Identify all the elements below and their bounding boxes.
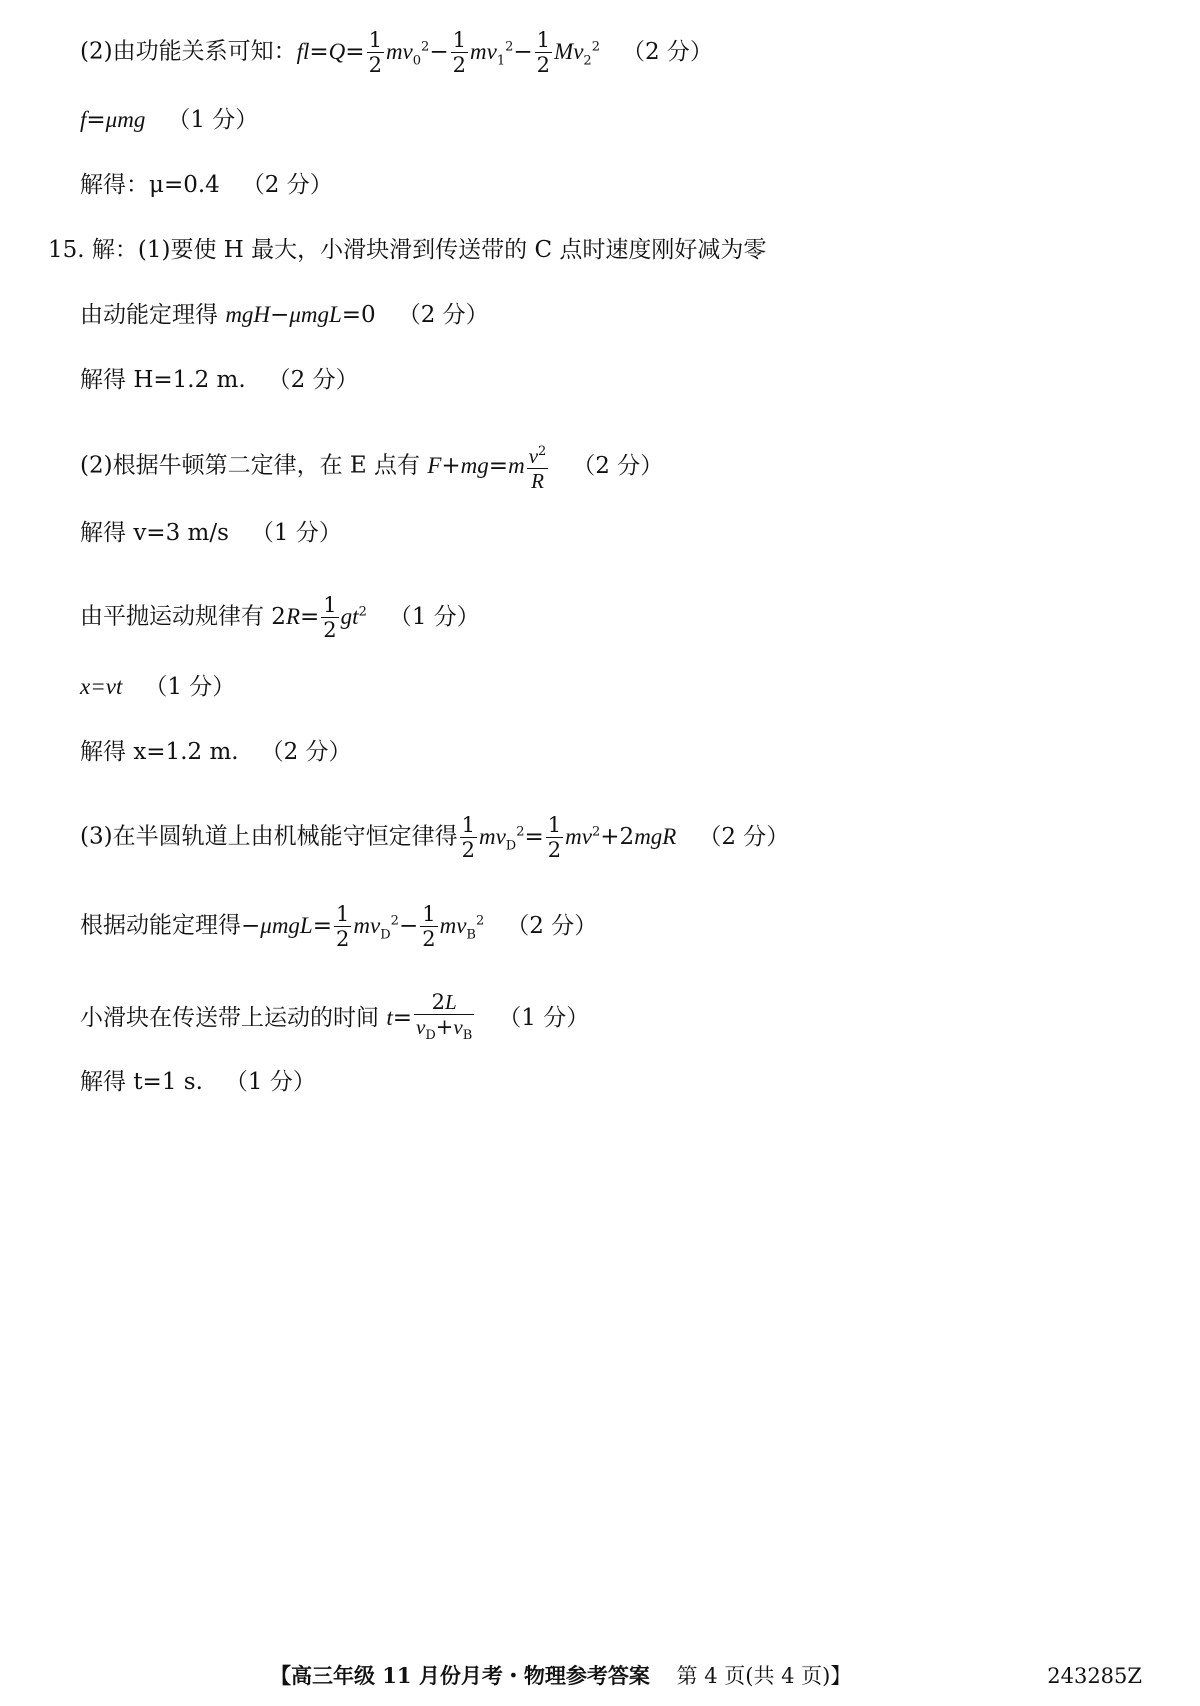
answer-line-8 (80, 518, 342, 548)
answer-line-2 (80, 105, 258, 135)
answer-line-3 (80, 170, 333, 200)
score: （2 分） (267, 367, 359, 393)
line-lead: (2)由功能关系可知： (80, 38, 297, 65)
score: （2 分） (506, 912, 598, 939)
equation: v=3 m/s (133, 520, 229, 546)
equation: f=μmg (80, 107, 146, 133)
equation: H=1.2 m. (133, 367, 246, 393)
footer-page-number: 第 4 页(共 4 页)】 (676, 1664, 852, 1688)
line-lead: (2)根据牛顿第二定律，在 E 点有 (80, 452, 420, 479)
answer-line-14 (80, 990, 589, 1048)
equation: x=vt (80, 674, 123, 699)
equation: mgH−μmgL=0 (225, 302, 376, 328)
question-15-header (48, 235, 766, 265)
answer-line-11 (80, 737, 352, 767)
equation: −μmgL= $\frac{1}{2}$ $mv_D^2-$ $\frac{1}{2}$ $mv_B^2$ (241, 902, 485, 951)
equation: x=1.2 m. (133, 739, 239, 765)
score: （2 分） (241, 172, 333, 198)
equation: F+mg=m $\frac{v^2}{R}$ (420, 453, 550, 479)
line-lead: 解得 (80, 1069, 126, 1095)
footer-title: 【高三年级 11 月份月考・物理参考答案 (270, 1663, 650, 1688)
answer-line-6 (80, 365, 359, 395)
line-text: 15. 解：(1)要使 H 最大，小滑块滑到传送带的 C 点时速度刚好减为零 (48, 237, 767, 263)
score: （1 分） (144, 674, 236, 700)
score: （1 分） (388, 603, 480, 630)
answer-line-7 (80, 440, 663, 493)
equation: t= $\frac{2L}{v_D+v_B}$ (386, 990, 473, 1044)
line-lead: 解得 (80, 739, 126, 765)
line-lead: 由动能定理得 (80, 302, 218, 328)
document-code: 243285Z (1047, 1664, 1142, 1688)
line-lead: 根据动能定理得 (80, 912, 241, 939)
answer-line-10 (80, 672, 235, 702)
line-lead: 解得 (80, 367, 126, 393)
score: （1 分） (224, 1069, 316, 1095)
line-lead: 由平抛运动规律有 (80, 603, 264, 630)
answer-line-13 (80, 902, 597, 951)
score: （2 分） (572, 452, 664, 479)
answer-line-5 (80, 300, 489, 330)
answer-line-1 (80, 28, 713, 77)
equation: μ=0.4 (149, 172, 220, 198)
line-lead: 解得 (80, 520, 126, 546)
score: （2 分） (621, 38, 713, 65)
score: （2 分） (698, 823, 790, 850)
score: （1 分） (167, 107, 259, 133)
line-lead: 小滑块在传送带上运动的时间 (80, 1005, 379, 1032)
page-footer (270, 1662, 851, 1690)
score: （1 分） (250, 520, 342, 546)
answer-line-15 (80, 1067, 316, 1097)
line-lead: (3)在半圆轨道上由机械能守恒定律得 (80, 823, 458, 850)
equation: 2R= $\frac{1}{2}$ $gt^2$ (264, 593, 367, 642)
equation: fl=Q= $\frac{1}{2}$ $mv_0^2-$ $\frac{1}{2}$ $mv_1^2-$ $\frac{1}{2}$ $Mv_2^2$ (296, 28, 600, 77)
equation: $\frac{1}{2}$ $mv_D^2=$ $\frac{1}{2}$ $mv^2+2mgR$ (461, 813, 677, 862)
equation: t=1 s. (133, 1069, 203, 1095)
answer-line-9 (80, 593, 480, 642)
score: （2 分） (260, 739, 352, 765)
score: （1 分） (498, 1005, 590, 1032)
line-lead: 解得： (80, 172, 149, 198)
score: （2 分） (397, 302, 489, 328)
answer-line-12 (80, 813, 789, 862)
